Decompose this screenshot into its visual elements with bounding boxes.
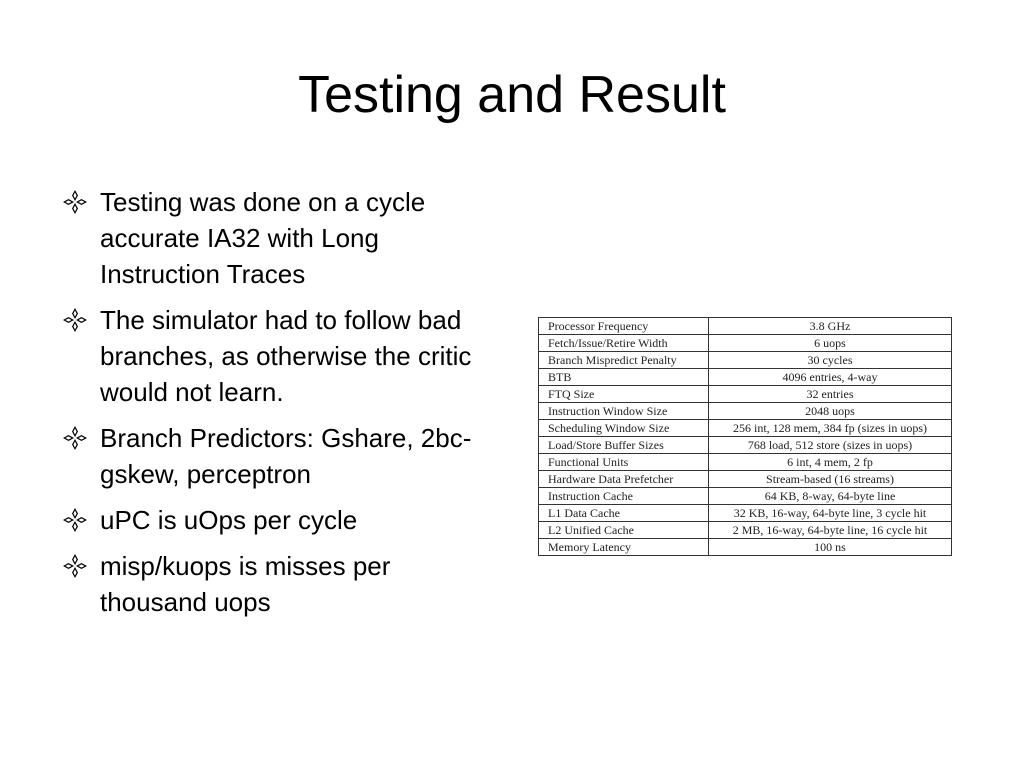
bullet-text: Branch Predictors: Gshare, 2bc-gskew, perceptron: [100, 423, 472, 489]
bullet-item: [62, 184, 502, 292]
table-cell-value: 6 uops: [709, 335, 952, 352]
table-cell-parameter: Fetch/Issue/Retire Width: [539, 335, 709, 352]
table-cell-parameter: Load/Store Buffer Sizes: [539, 437, 709, 454]
table-row: [539, 318, 952, 335]
table-cell-value: 2 MB, 16-way, 64-byte line, 16 cycle hit: [709, 522, 952, 539]
table-cell-parameter: Functional Units: [539, 454, 709, 471]
bullet-text: Testing was done on a cycle accurate IA32 with Long Instruction Traces: [100, 187, 426, 289]
table-cell-value: 100 ns: [709, 539, 952, 556]
table-cell-parameter: Memory Latency: [539, 539, 709, 556]
table-row: [539, 522, 952, 539]
table-cell-parameter: Processor Frequency: [539, 318, 709, 335]
table-row: [539, 369, 952, 386]
table-row: [539, 488, 952, 505]
bullet-text: misp/kuops is misses per thousand uops: [100, 551, 391, 617]
table-cell-parameter: L2 Unified Cache: [539, 522, 709, 539]
bullet-item: [62, 302, 502, 410]
table-row: [539, 335, 952, 352]
four-diamond-star-icon: [62, 184, 100, 220]
table-cell-parameter: Instruction Window Size: [539, 403, 709, 420]
table-row: [539, 505, 952, 522]
table-cell-value: 768 load, 512 store (sizes in uops): [709, 437, 952, 454]
table-cell-parameter: Scheduling Window Size: [539, 420, 709, 437]
table-cell-value: Stream-based (16 streams): [709, 471, 952, 488]
bullet-list: [62, 184, 502, 630]
table-cell-value: 30 cycles: [709, 352, 952, 369]
table-cell-parameter: BTB: [539, 369, 709, 386]
processor-config-table: [538, 317, 952, 556]
table-cell-parameter: Branch Mispredict Penalty: [539, 352, 709, 369]
table-cell-parameter: FTQ Size: [539, 386, 709, 403]
table-row: [539, 386, 952, 403]
four-diamond-star-icon: [62, 302, 100, 338]
bullet-item: [62, 420, 502, 492]
table-row: [539, 454, 952, 471]
four-diamond-star-icon: [62, 420, 100, 456]
table-row: [539, 471, 952, 488]
table-row: [539, 403, 952, 420]
bullet-text: uPC is uOps per cycle: [100, 505, 358, 535]
table-row: [539, 352, 952, 369]
table-row: [539, 437, 952, 454]
bullet-text: The simulator had to follow bad branches, as otherwise the critic would not learn.: [100, 305, 472, 407]
table-cell-parameter: Instruction Cache: [539, 488, 709, 505]
table-cell-value: 4096 entries, 4-way: [709, 369, 952, 386]
bullet-item: [62, 548, 502, 620]
table-cell-parameter: L1 Data Cache: [539, 505, 709, 522]
table-cell-value: 2048 uops: [709, 403, 952, 420]
table-cell-value: 64 KB, 8-way, 64-byte line: [709, 488, 952, 505]
table-cell-value: 3.8 GHz: [709, 318, 952, 335]
table-row: [539, 539, 952, 556]
table-cell-value: 6 int, 4 mem, 2 fp: [709, 454, 952, 471]
four-diamond-star-icon: [62, 502, 100, 538]
table-cell-value: 256 int, 128 mem, 384 fp (sizes in uops): [709, 420, 952, 437]
table-cell-parameter: Hardware Data Prefetcher: [539, 471, 709, 488]
table-cell-value: 32 entries: [709, 386, 952, 403]
bullet-item: [62, 502, 502, 538]
four-diamond-star-icon: [62, 548, 100, 584]
slide-title: Testing and Result: [298, 66, 726, 124]
table-row: [539, 420, 952, 437]
table-cell-value: 32 KB, 16-way, 64-byte line, 3 cycle hit: [709, 505, 952, 522]
